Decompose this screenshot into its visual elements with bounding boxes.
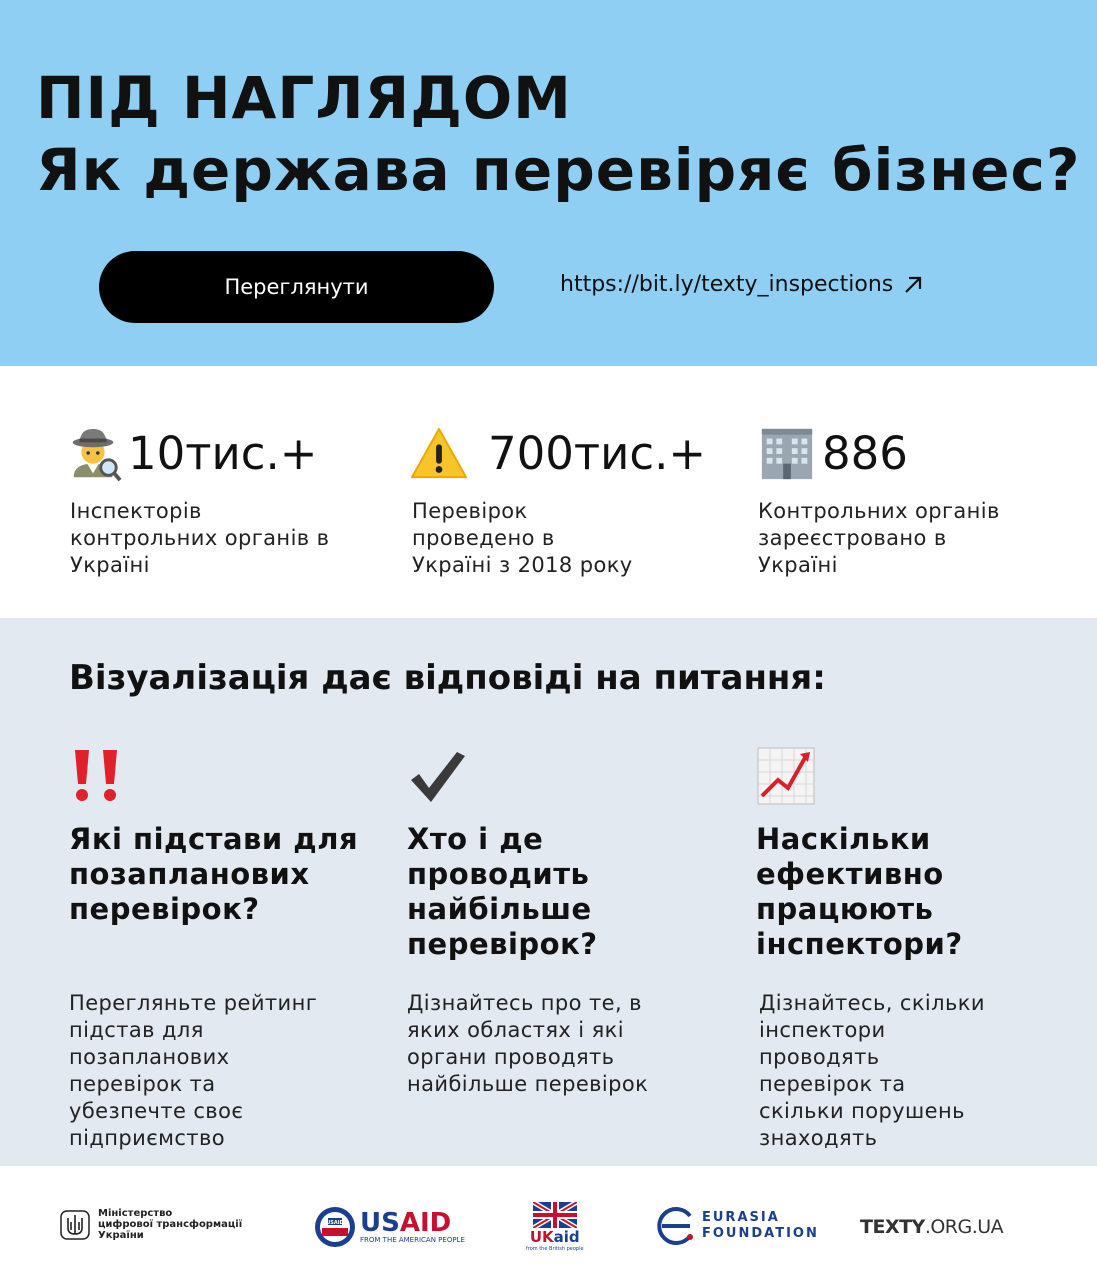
stat-inspectors xyxy=(64,422,329,579)
text-line: Дізнайтесь, скільки xyxy=(759,991,985,1015)
title-line: перевірок? xyxy=(407,927,598,961)
link-text: https://bit.ly/texty_inspections xyxy=(560,272,894,297)
trident-icon xyxy=(60,1210,90,1240)
desc-line: Україні з 2018 року xyxy=(412,553,633,577)
question-card xyxy=(69,746,359,1150)
text-line: органи проводять xyxy=(407,1045,615,1069)
texty-bold: TEXTY xyxy=(860,1216,925,1238)
title-line: ефективно xyxy=(756,857,944,891)
title-line: Наскільки xyxy=(756,822,931,856)
check-mark-icon xyxy=(407,746,467,806)
title-line: інспектори? xyxy=(756,927,963,961)
hero-banner xyxy=(0,0,1097,366)
text-line: інспектори xyxy=(759,1018,886,1042)
stat-description xyxy=(70,498,329,579)
eurasia-line: FOUNDATION xyxy=(702,1226,819,1241)
text-line: підприємство xyxy=(69,1126,225,1150)
desc-line: зареєстровано в xyxy=(758,526,947,550)
title-line: проводить xyxy=(407,857,590,891)
title-line: Які підстави для xyxy=(69,822,359,856)
desc-line: Контрольних органів xyxy=(758,499,1000,523)
stat-value: 700тис.+ xyxy=(488,427,707,480)
text-line: убезпечте своє xyxy=(69,1099,244,1123)
inspections-link[interactable] xyxy=(560,272,925,297)
text-line: яких областях і які xyxy=(407,1018,624,1042)
desc-line: Україні xyxy=(758,553,838,577)
ukaid-word xyxy=(530,1228,580,1246)
double-exclamation-icon xyxy=(69,746,129,806)
ukaid-tagline: from the British people xyxy=(526,1246,584,1252)
ukaid-uk: UK xyxy=(529,1228,554,1246)
desc-line: проведено в xyxy=(412,526,555,550)
stat-inspections xyxy=(410,422,706,579)
stat-description xyxy=(758,498,1000,579)
stat-description xyxy=(412,498,706,579)
mdt-name xyxy=(98,1208,242,1241)
text-line: скільки порушень xyxy=(759,1099,965,1123)
union-jack-icon xyxy=(533,1202,577,1228)
title-line: перевірок? xyxy=(69,892,260,926)
desc-line: Перевірок xyxy=(412,499,528,523)
mdt-logo xyxy=(60,1208,242,1241)
stat-value: 886 xyxy=(822,427,908,480)
stat-value: 10тис.+ xyxy=(128,427,318,480)
text-line: Дізнайтесь про те, в xyxy=(407,991,642,1015)
view-button[interactable]: Переглянути xyxy=(99,251,494,323)
detective-icon xyxy=(64,425,122,483)
text-line: перевірок та xyxy=(759,1072,906,1096)
usaid-tagline: FROM THE AMERICAN PEOPLE xyxy=(360,1236,465,1244)
desc-line: Україні xyxy=(70,553,150,577)
title-line: Хто і де xyxy=(407,822,544,856)
question-title xyxy=(407,822,707,962)
question-card xyxy=(756,746,985,1150)
title-line: позапланових xyxy=(69,857,310,891)
title-line-2: Як держава перевіряє бізнес? xyxy=(36,136,1081,204)
mdt-line: цифрової трансформації xyxy=(98,1219,243,1230)
eurasia-emblem-icon xyxy=(656,1206,694,1246)
mdt-line: України xyxy=(98,1230,144,1241)
question-description xyxy=(407,990,707,1098)
usaid-wordmark xyxy=(360,1210,465,1244)
title-line: найбільше xyxy=(407,892,592,926)
stat-control-bodies xyxy=(758,422,1000,579)
text-line: проводять xyxy=(759,1045,880,1069)
usaid-us: US xyxy=(360,1208,400,1238)
usaid-word xyxy=(360,1210,465,1236)
ukaid-aid: aid xyxy=(553,1228,580,1246)
question-description xyxy=(69,990,369,1152)
text-line: найбільше перевірок xyxy=(407,1072,649,1096)
title-line-1: ПІД НАГЛЯДОМ xyxy=(36,64,572,132)
mdt-line: Міністерство xyxy=(98,1208,173,1219)
question-card xyxy=(407,746,649,1096)
usaid-seal-text: USAID xyxy=(326,1220,344,1226)
usaid-seal-icon xyxy=(314,1206,356,1248)
ukaid-logo xyxy=(526,1202,584,1252)
texty-logo xyxy=(860,1216,1003,1238)
usaid-aid: AID xyxy=(399,1208,452,1238)
chart-increasing-icon xyxy=(756,746,816,806)
desc-line: контрольних органів в xyxy=(70,526,330,550)
questions-heading: Візуалізація дає відповіді на питання: xyxy=(69,658,826,698)
question-title xyxy=(756,822,1076,962)
arrow-up-right-icon xyxy=(901,273,925,297)
text-line: підстав для xyxy=(69,1018,204,1042)
title-line: працюють xyxy=(756,892,934,926)
texty-domain: .ORG.UA xyxy=(924,1216,1004,1238)
eurasia-line: EURASIA xyxy=(702,1210,780,1225)
question-title xyxy=(69,822,369,927)
question-description xyxy=(759,990,1079,1152)
text-line: позапланових xyxy=(69,1045,230,1069)
text-line: знаходять xyxy=(759,1126,878,1150)
office-building-icon xyxy=(758,425,816,483)
eurasia-foundation-logo xyxy=(656,1206,819,1246)
eurasia-name xyxy=(702,1210,819,1242)
stats-section xyxy=(0,366,1097,618)
page-title xyxy=(36,62,1081,206)
questions-section xyxy=(0,618,1097,1166)
text-line: перевірок та xyxy=(69,1072,216,1096)
partners-footer xyxy=(0,1166,1097,1280)
warning-icon xyxy=(410,425,468,483)
desc-line: Інспекторів xyxy=(70,499,202,523)
usaid-logo xyxy=(314,1206,465,1248)
text-line: Перегляньте рейтинг xyxy=(69,991,318,1015)
